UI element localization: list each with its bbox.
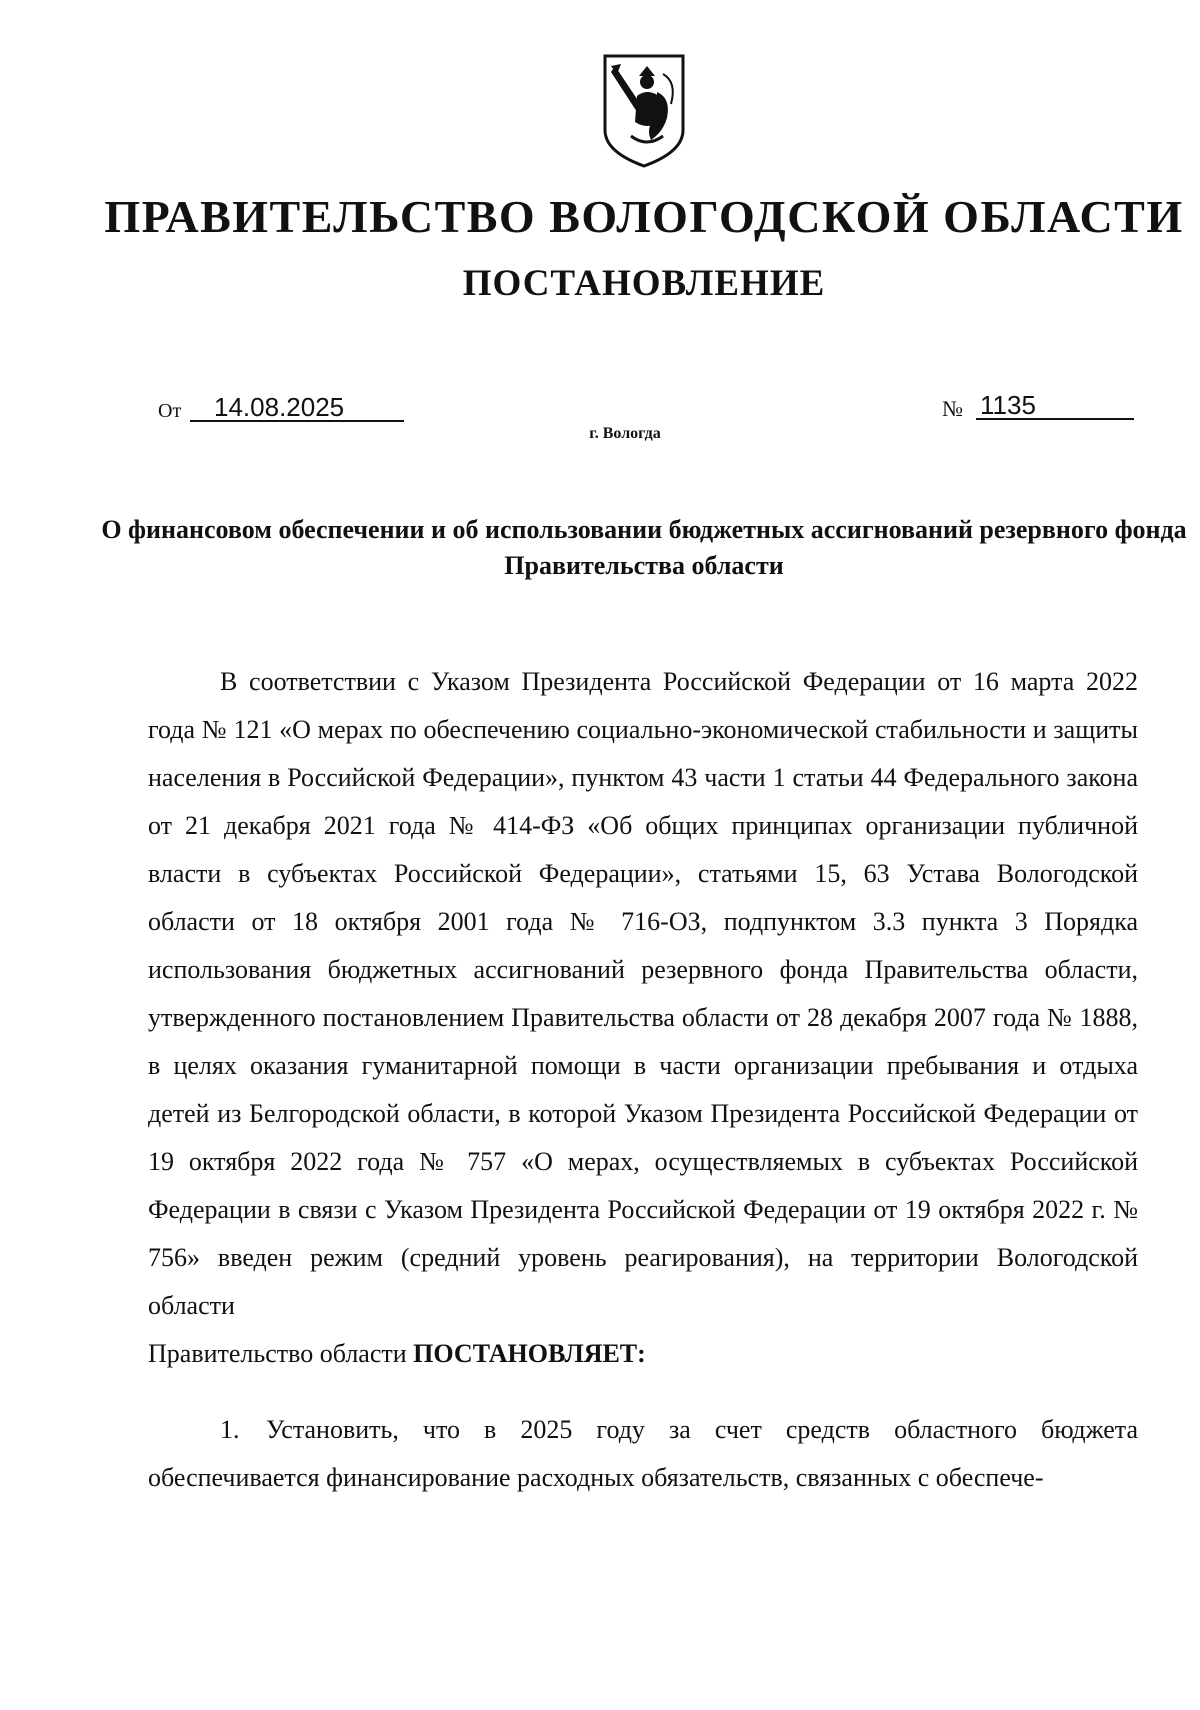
number-label: № [942, 396, 963, 421]
document-number: 1135 [980, 390, 1036, 420]
date-label: От [158, 400, 182, 422]
document-date: 14.08.2025 [214, 392, 345, 422]
point-number: 1. [220, 1415, 240, 1444]
decree-line [148, 1330, 1138, 1378]
government-name: ПРАВИТЕЛЬСТВО ВОЛОГОДСКОЙ ОБЛАСТИ [104, 191, 1184, 242]
document-body [148, 658, 1138, 1502]
document-type: ПОСТАНОВЛЕНИЕ [462, 263, 826, 304]
point-1 [148, 1406, 1138, 1502]
preamble-paragraph: В соответствии с Указом Президента Российской Федерации от 16 марта 2022 года № 121 «О мерах по обеспечению социально-экономической стабильности и защиты населения в Российской Федерации», пунктом 43 части 1 статьи 44 Федерального закона от 21 декабря 2021 года № 414-ФЗ «Об общих принципах организации публичной власти в субъектах Российской Федерации», статьями 15, 63 Устава Вологодской области от 18 октября 2001 года № 716-ОЗ, подпунктом 3.3 пункта 3 Порядка использования бюджетных ассигнований резервного фонда Правительства области, утвержденного постановлением Правительства области от 28 декабря 2007 года № 1888, в целях оказания гуманитарной помощи в части организации пребывания и отдыха детей из Белгородской области, в которой Указом Президента Российской Федерации от 19 октября 2022 года № 757 «О мерах, осуществляемых в субъектах Российской Федерации в связи с Указом Президента Российской Федерации от 19 октября 2022 г. № 756» введен режим (средний уровень реагирования), на территории Вологодской области [148, 667, 1138, 1320]
document-heading: О финансовом обеспечении и об использовании бюджетных ассигнований резервного фонда Правительства области [101, 515, 1187, 580]
point-text: Установить, что в 2025 году за счет средств областного бюджета обеспечивается финансирование расходных обязательств, связанных с обеспече- [148, 1415, 1138, 1492]
city-name: г. Вологда [589, 425, 661, 442]
coat-of-arms-icon [601, 52, 687, 170]
decree-verb: ПОСТАНОВЛЯЕТ: [413, 1339, 646, 1368]
decree-lead: Правительство области [148, 1339, 407, 1368]
